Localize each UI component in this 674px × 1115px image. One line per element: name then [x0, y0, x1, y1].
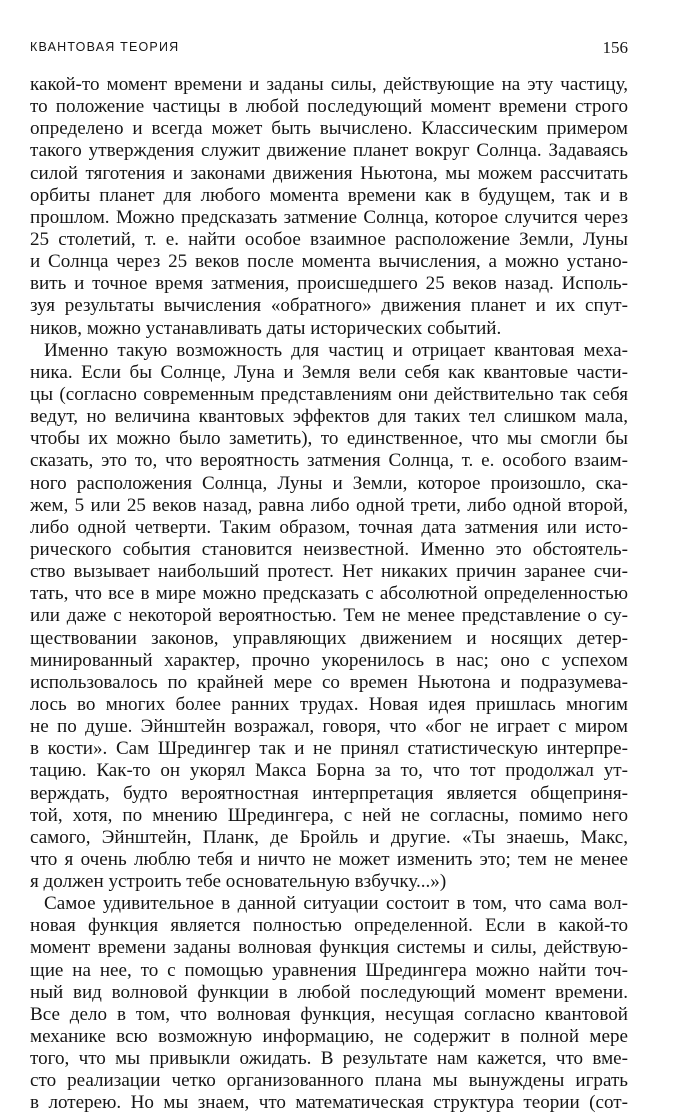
text-line: ство вызывает наибольший протест. Нет никаких причин заранее счи- — [30, 561, 628, 583]
page-number: 156 — [602, 38, 628, 57]
text-line: или даже с некоторой вероятностью. Тем не менее представление о су- — [30, 605, 628, 627]
text-line: рического события становится неизвестной. Именно это обстоятель- — [30, 538, 628, 560]
text-line: сто реализации четко организованного плана мы вынуждены играть — [30, 1070, 628, 1092]
text-line: ника. Если бы Солнце, Луна и Земля вели себя как квантовые части- — [30, 361, 628, 383]
text-line: я должен устроить тебе основательную взбучку...») — [30, 871, 447, 893]
text-line: ного расположения Солнца, Луны и Земли, которое произошло, ска- — [30, 472, 628, 494]
text-line: Именно такую возможность для частиц и отрицает квантовая меха- — [44, 339, 628, 361]
text-line: ников, можно устанавливать даты исторических событий. — [30, 317, 502, 339]
running-head — [30, 38, 628, 58]
text-line: жем, 5 или 25 веков назад, равна либо одной трети, либо одной второй, — [30, 494, 628, 516]
text-line: что я очень люблю тебя и ничто не может изменить это; тем не менее — [30, 848, 628, 870]
text-line: тацию. Как-то он укорял Макса Борна за то, что тот продолжал ут- — [30, 760, 628, 782]
text-line: новая функция является полностью определенной. Если в какой-то — [30, 915, 628, 937]
text-line: момент времени заданы волновая функция системы и силы, действую- — [30, 937, 628, 959]
text-line: зуя результаты вычисления «обратного» движения планет и их спут- — [30, 295, 628, 317]
text-line: механике всю возможную информацию, не содержит в полной мере — [30, 1026, 628, 1048]
text-line: использовалось по крайней мере со времен Ньютона и подразумева- — [30, 671, 628, 693]
text-line: какой-то момент времени и заданы силы, действующие на эту частицу, — [30, 74, 628, 95]
running-title: КВАНТОВАЯ ТЕОРИЯ — [30, 40, 180, 54]
text-line: чтобы их можно было заметить), то единственное, что мы смогли бы — [30, 428, 628, 450]
text-line: определено и всегда может быть вычислено. Классическим примером — [30, 118, 628, 140]
text-line: и Солнца через 25 веков после момента вычисления, а можно устано- — [30, 251, 628, 273]
text-line: вить и точное время затмения, происшедшего 25 веков назад. Исполь- — [30, 273, 628, 295]
text-line: такого утверждения служит движение планет вокруг Солнца. Задаваясь — [30, 140, 628, 162]
body-text — [30, 74, 628, 1115]
text-line: цы (согласно современным представлениям они действительно так себя — [30, 383, 628, 405]
text-line: верждать, будто вероятностная интерпретация является общеприня- — [30, 782, 628, 804]
text-line: сказать, это то, что вероятность затмения Солнца, т. е. особого взаим- — [30, 450, 628, 472]
text-line: прошлом. Можно предсказать затмение Солнца, которое случится через — [30, 206, 628, 228]
text-line: самого, Эйнштейн, Планк, де Бройль и другие. «Ты знаешь, Макс, — [30, 826, 628, 848]
text-line: того, что мы привыкли ожидать. В результате нам кажется, что вме- — [30, 1048, 628, 1070]
text-line: Все дело в том, что волновая функция, несущая согласно квантовой — [30, 1003, 628, 1025]
text-line: либо одной четверти. Таким образом, точная дата затмения или исто- — [30, 516, 628, 538]
text-line: в кости». Сам Шредингер так и не принял статистическую интерпре- — [30, 738, 628, 760]
text-line: ществовании законов, управляющих движением и носящих детер- — [30, 627, 628, 649]
text-line: ный вид волновой функции в любой последующий момент времени. — [30, 981, 628, 1003]
text-line: то положение частицы в любой последующий момент времени строго — [30, 96, 628, 118]
text-line: 25 столетий, т. е. найти особое взаимное расположение Земли, Луны — [30, 228, 628, 250]
text-line: не по душе. Эйнштейн возражал, говоря, что «бог не играет с миром — [30, 716, 628, 738]
text-line: лось во многих более ранних трудах. Новая идея пришлась многим — [30, 693, 628, 715]
text-line: Самое удивительное в данной ситуации состоит в том, что сама вол- — [44, 893, 628, 915]
text-line: ведут, но величина квантовых эффектов для таких тел слишком мала, — [30, 406, 628, 428]
text-line: тать, что все в мире можно предсказать с абсолютной определенностью — [30, 583, 628, 605]
text-line: минированный характер, прочно укоренилось в нас; оно с успехом — [30, 649, 628, 671]
text-line: в лотерею. Но мы знаем, что математическая структура теории (сот- — [30, 1092, 628, 1114]
text-line: орбиты планет для любого момента времени как в будущем, так и в — [30, 184, 628, 206]
text-line: щие на нее, то с помощью уравнения Шредингера можно найти точ- — [30, 959, 628, 981]
text-line: силой тяготения и законами движения Ньютона, мы можем рассчитать — [30, 162, 628, 184]
text-line: той, хотя, по мнению Шредингера, с ней не согласны, помимо него — [30, 804, 628, 826]
